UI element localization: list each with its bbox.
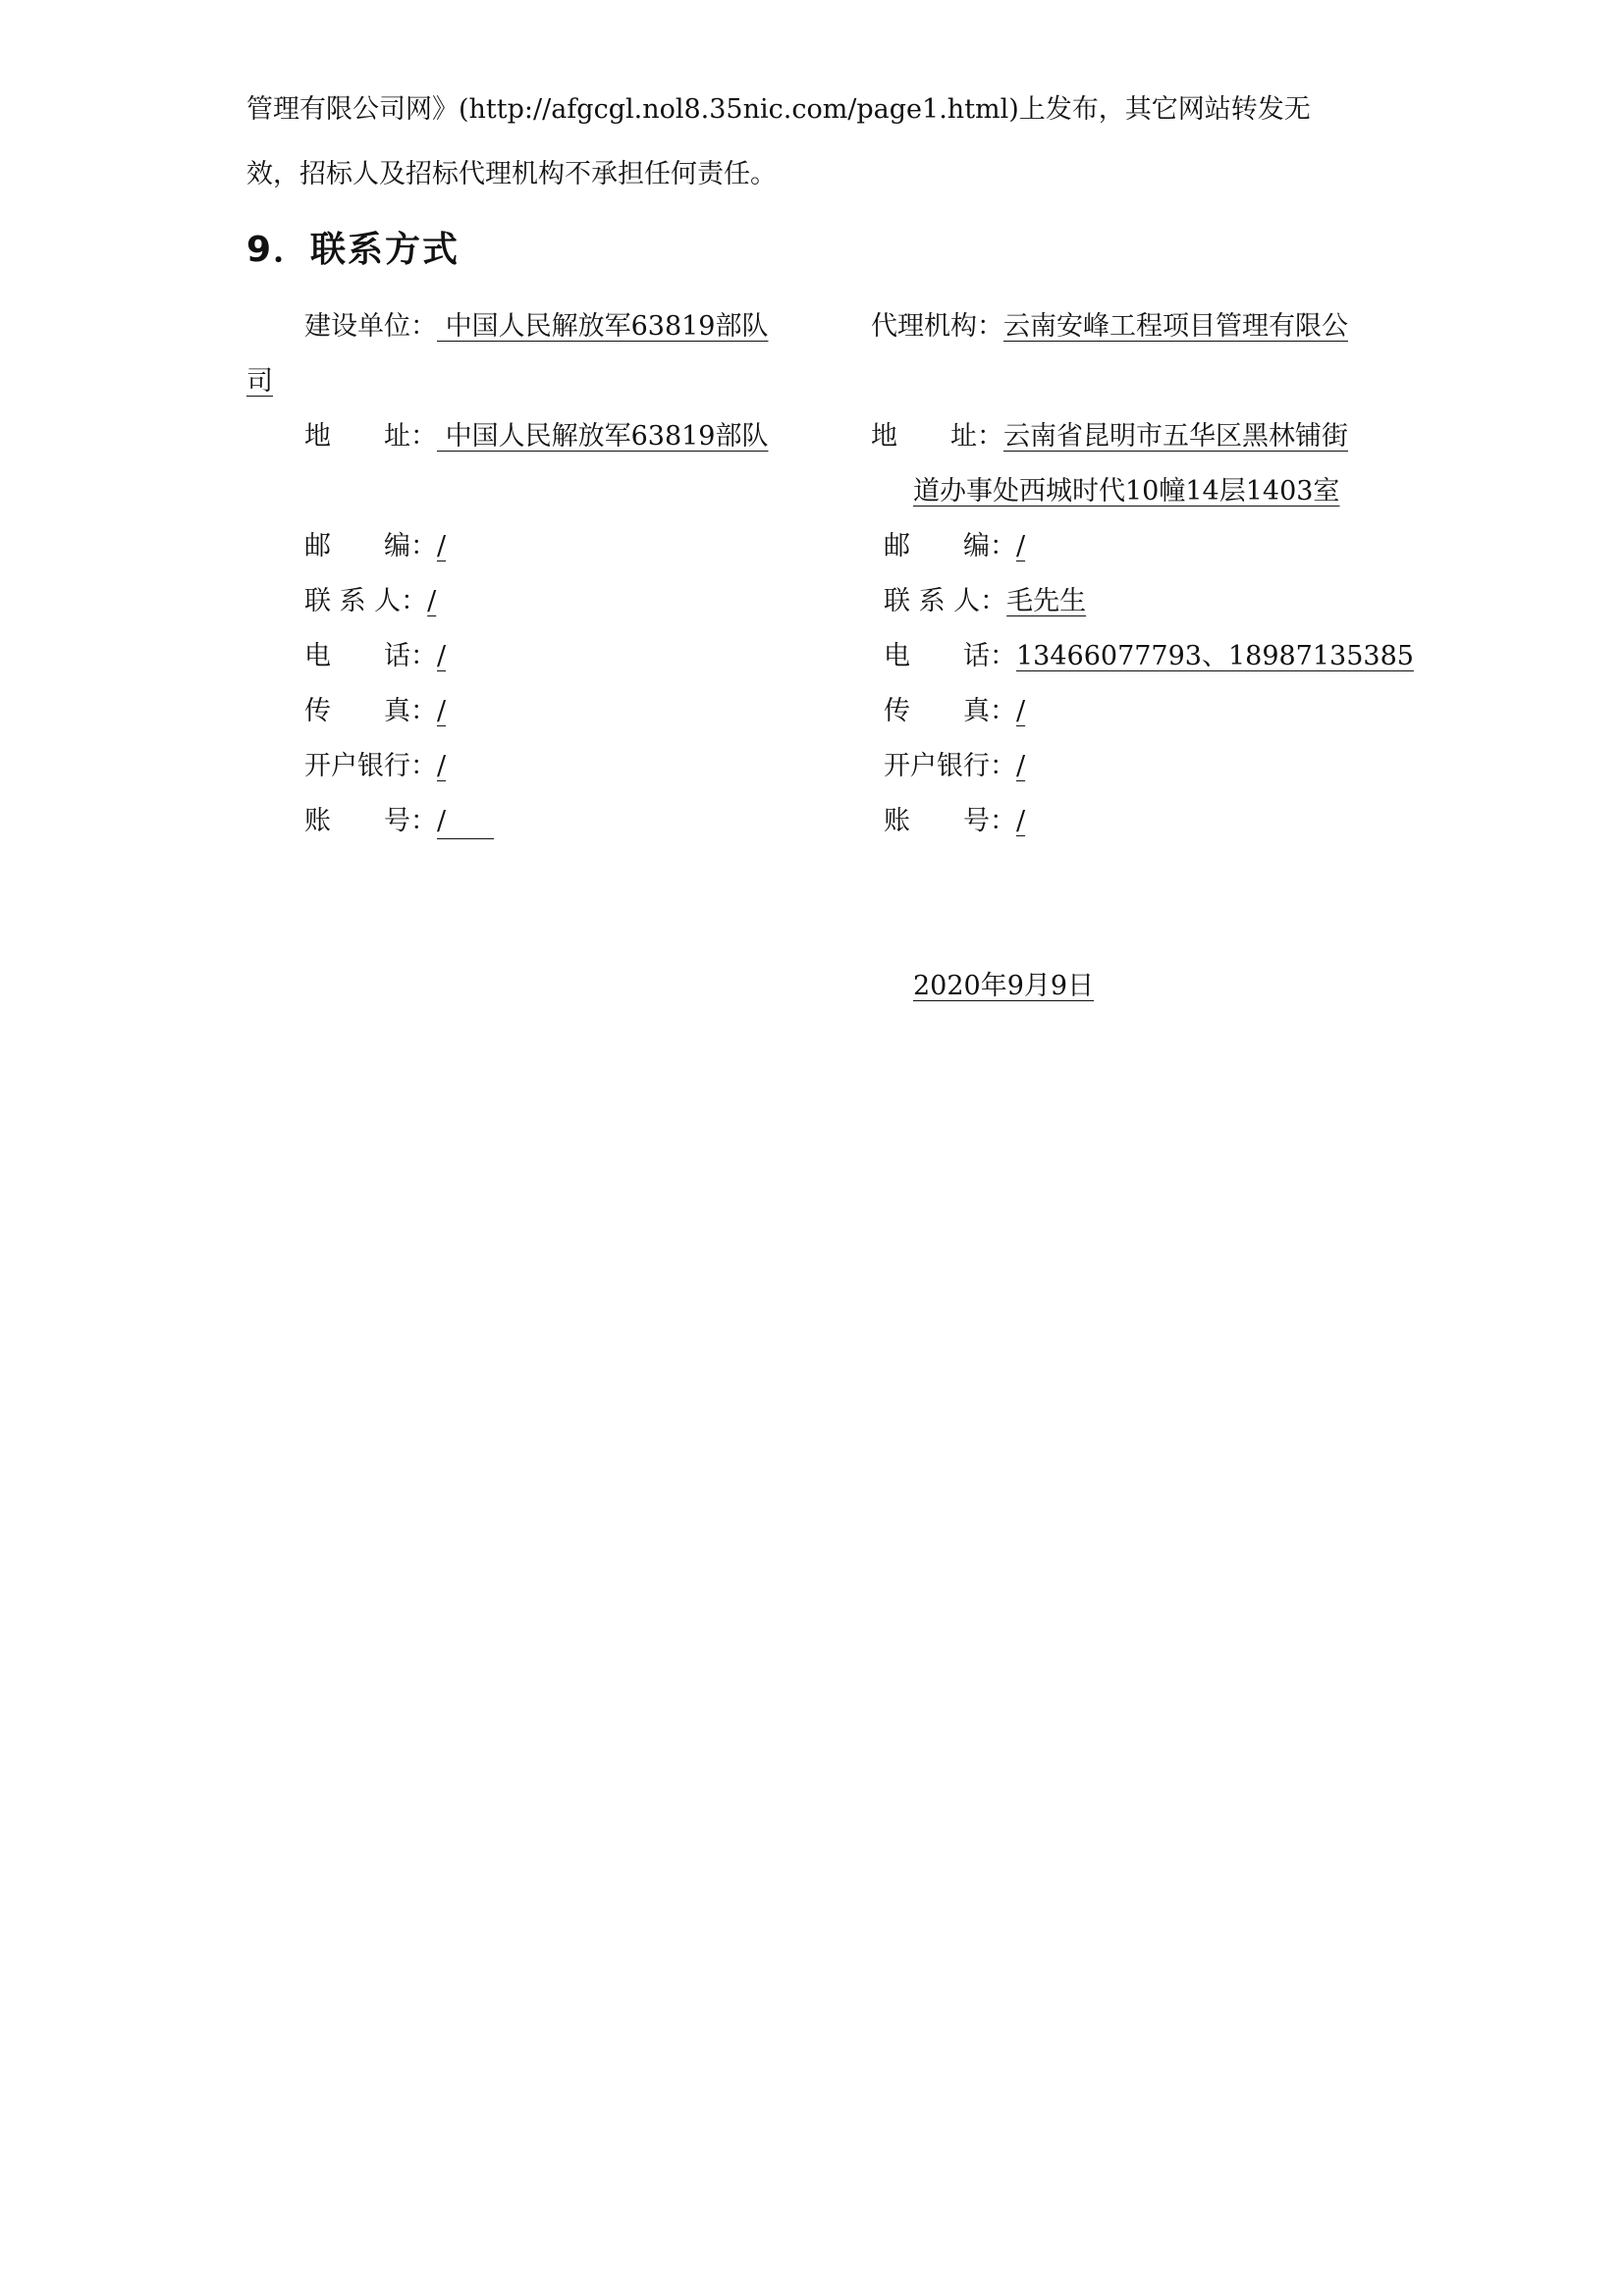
intro-line-2: 效，招标人及招标代理机构不承担任何责任。	[246, 159, 777, 189]
issue-date	[913, 967, 1094, 1006]
right-bank-label: 开户银行：	[884, 751, 1016, 781]
right-phone-value: 13466077793、18987135385	[1016, 641, 1414, 671]
left-phone-value: /	[437, 641, 447, 671]
right-address-continuation	[913, 472, 1339, 511]
left-bank-row	[304, 747, 446, 786]
right-fax-value: /	[1016, 696, 1026, 726]
right-address-row	[871, 417, 1348, 456]
right-phone-row	[884, 637, 1414, 676]
right-fax-label: 传 真：	[884, 696, 1016, 726]
right-postcode-label: 邮 编：	[884, 531, 1016, 561]
right-bank-value: /	[1016, 751, 1026, 781]
left-fax-row	[304, 692, 446, 731]
left-unit-label: 建设单位：	[304, 311, 437, 342]
left-contact-value: /	[427, 586, 437, 616]
right-agency-value-line2: 司	[246, 366, 273, 397]
left-address-label: 地 址：	[304, 421, 437, 452]
right-address-label: 地 址：	[871, 421, 1003, 452]
left-postcode-row	[304, 527, 446, 566]
right-agency-row	[871, 307, 1348, 347]
right-address-value-line2: 道办事处西城时代10幢14层1403室	[913, 476, 1340, 507]
right-agency-continuation	[246, 362, 273, 401]
right-account-value: /	[1016, 806, 1026, 836]
left-unit-row	[304, 307, 768, 347]
left-fax-label: 传 真：	[304, 696, 437, 726]
right-bank-row	[884, 747, 1025, 786]
right-postcode-row	[884, 527, 1025, 566]
right-phone-label: 电 话：	[884, 641, 1016, 671]
left-unit-value: 中国人民解放军63819部队	[437, 311, 769, 342]
right-contact-value: 毛先生	[1006, 586, 1087, 616]
left-phone-label: 电 话：	[304, 641, 437, 671]
left-account-row	[304, 802, 494, 841]
left-bank-value: /	[437, 751, 447, 781]
left-account-label: 账 号：	[304, 806, 437, 836]
right-postcode-value: /	[1016, 531, 1026, 561]
left-contact-label: 联 系 人：	[304, 586, 428, 616]
left-postcode-value: /	[437, 531, 447, 561]
left-address-row	[304, 417, 768, 456]
issue-date-text: 2020年9月9日	[913, 971, 1095, 1001]
section-heading: 9．联系方式	[246, 230, 460, 270]
right-account-row	[884, 802, 1025, 841]
left-bank-label: 开户银行：	[304, 751, 437, 781]
left-contact-row	[304, 582, 436, 621]
right-account-label: 账 号：	[884, 806, 1016, 836]
intro-line-1: 管理有限公司网》(http://afgcgl.nol8.35nic.com/page1.html)上发布，其它网站转发无	[246, 94, 1311, 125]
left-postcode-label: 邮 编：	[304, 531, 437, 561]
left-phone-row	[304, 637, 446, 676]
right-contact-label: 联 系 人：	[884, 586, 1007, 616]
left-address-value: 中国人民解放军63819部队	[437, 421, 769, 452]
right-contact-row	[884, 582, 1086, 621]
right-fax-row	[884, 692, 1025, 731]
right-agency-label: 代理机构：	[871, 311, 1003, 342]
right-agency-value-line1: 云南安峰工程项目管理有限公	[1003, 311, 1348, 342]
left-account-value: /	[437, 805, 494, 839]
right-address-value-line1: 云南省昆明市五华区黑林铺街	[1003, 421, 1348, 452]
left-fax-value: /	[437, 696, 447, 726]
